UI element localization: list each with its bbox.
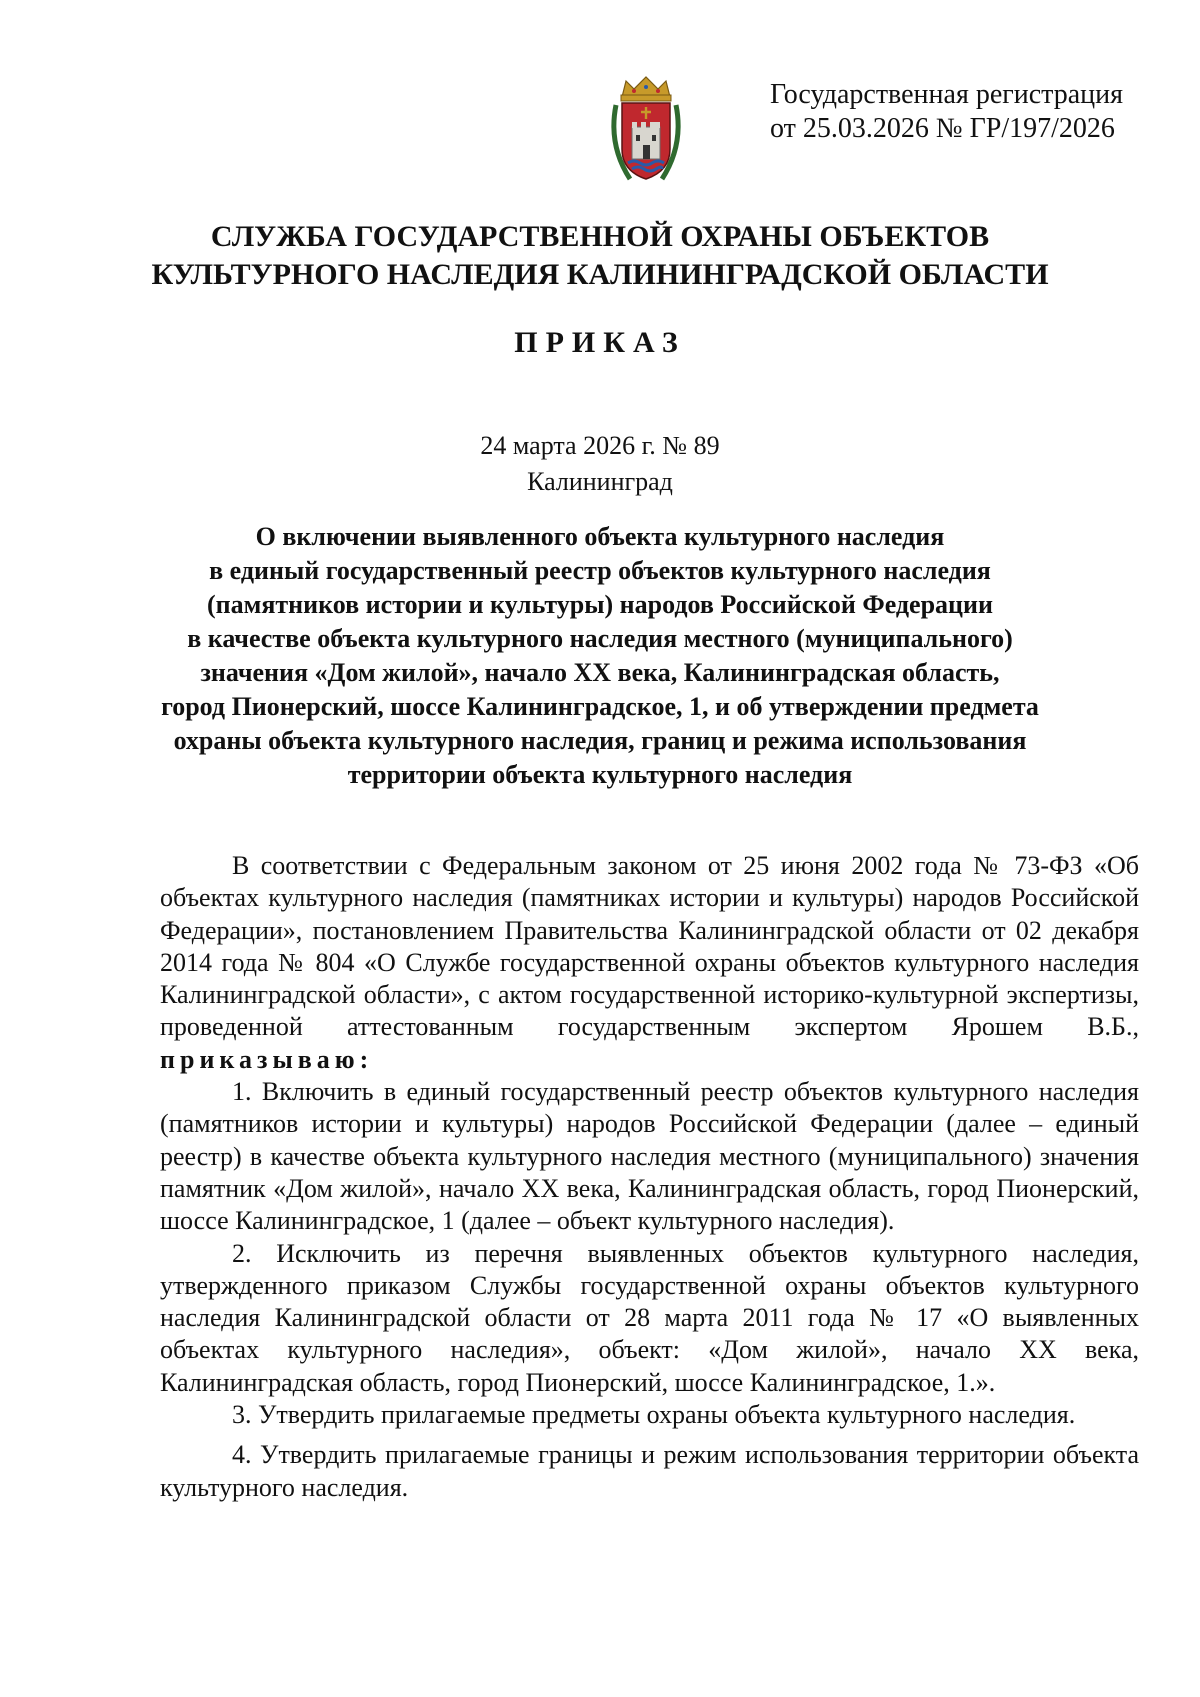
subject-line: (памятников истории и культуры) народов Российской Федерации xyxy=(207,590,993,619)
order-body xyxy=(160,850,1139,1504)
subject-line: город Пионерский, шоссе Калининградское, 1, и об утверждении предмета xyxy=(161,692,1039,721)
agency-line: КУЛЬТУРНОГО НАСЛЕДИЯ КАЛИНИНГРАДСКОЙ ОБЛАСТИ xyxy=(151,258,1049,291)
registration-number: от 25.03.2026 № ГР/197/2026 xyxy=(770,113,1115,144)
order-date: 24 марта 2026 г. № 89 xyxy=(480,431,720,460)
order-directive: приказываю: xyxy=(160,1044,374,1074)
subject-line: О включении выявленного объекта культурного наследия xyxy=(255,522,945,551)
registration-stamp xyxy=(770,78,1123,146)
order-date-block xyxy=(0,428,1200,500)
subject-line: территории объекта культурного наследия xyxy=(347,760,853,789)
agency-name xyxy=(0,218,1200,294)
order-item: 4. Утвердить прилагаемые границы и режим использования территории объекта культурного наследия. xyxy=(160,1440,1139,1502)
preamble-text: В соответствии с Федеральным законом от 25 июня 2002 года № 73-ФЗ «Об объектах культурного наследия (памятниках истории и культуры) народов Российской Федерации», постановлением Правительства Калининградской области от 02 декабря 2014 года № 804 «О Службе государственной охраны объектов культурного наследия Калининградской области», с актом государственной историко-культурной экспертизы, проведенной аттестованным государственным экспертом Ярошем В.Б., xyxy=(160,851,1139,1042)
subject-line: в качестве объекта культурного наследия местного (муниципального) xyxy=(187,624,1013,653)
subject-line: охраны объекта культурного наследия, границ и режима использования xyxy=(173,726,1027,755)
agency-line: СЛУЖБА ГОСУДАРСТВЕННОЙ ОХРАНЫ ОБЪЕКТОВ xyxy=(210,220,990,253)
subject-line: значения «Дом жилой», начало XX века, Калининградская область, xyxy=(200,658,1000,687)
order-item: 2. Исключить из перечня выявленных объектов культурного наследия, утвержденного приказом Службы государственной охраны объектов культурного наследия Калининградской области от 28 марта 2011 года № 17 «О выявленных объектах культурного наследия», объект: «Дом жилой», начало XX века, Калининградская область, город Пионерский, шоссе Калининградское, 1.». xyxy=(160,1238,1139,1397)
order-title: ПРИКАЗ xyxy=(514,326,686,359)
order-subject xyxy=(150,520,1050,792)
order-item: 3. Утвердить прилагаемые предметы охраны объекта культурного наследия. xyxy=(232,1400,1076,1430)
order-item: 1. Включить в единый государственный реестр объектов культурного наследия (памятников истории и культуры) народов Российской Федерации (далее – единый реестр) в качестве объекта культурного наследия местного (муниципального) значения памятник «Дом жилой», начало XX века, Калининградская область, город Пионерский, шоссе Калининградское, 1 (далее – объект культурного наследия). xyxy=(160,1077,1139,1236)
order-city: Калининград xyxy=(527,467,673,496)
coat-of-arms-icon xyxy=(608,75,684,185)
registration-line: Государственная регистрация xyxy=(770,79,1123,110)
subject-line: в единый государственный реестр объектов культурного наследия xyxy=(209,556,991,585)
preamble-paragraph xyxy=(160,850,1139,1076)
